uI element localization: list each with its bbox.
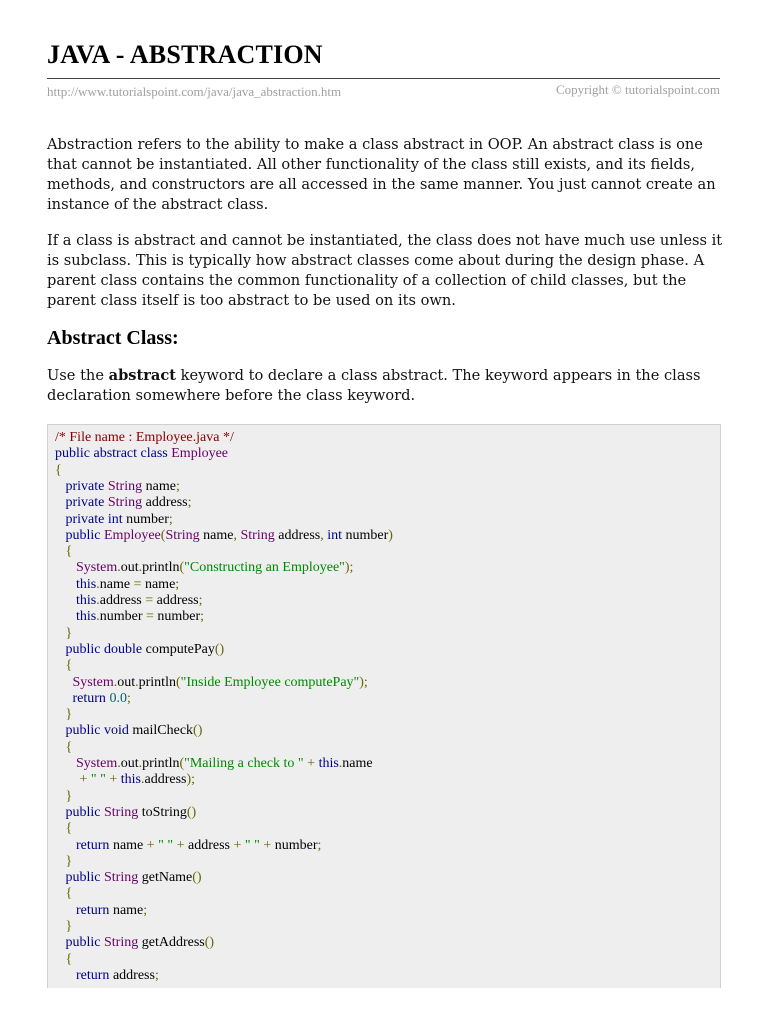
code-token: ( <box>179 560 185 576</box>
code-token: number <box>271 837 318 853</box>
code-token: this <box>318 756 339 771</box>
code-line <box>55 512 173 528</box>
code-token <box>55 577 76 592</box>
code-token <box>55 528 66 543</box>
code-token: ; <box>187 495 192 511</box>
code-line <box>55 886 72 902</box>
code-token: + <box>263 837 272 853</box>
code-line <box>55 675 368 691</box>
code-line <box>55 528 393 544</box>
code-token: return <box>72 690 106 706</box>
code-line <box>55 919 72 935</box>
code-token: this <box>76 593 97 608</box>
code-token: public <box>65 527 101 543</box>
code-token: this <box>120 772 141 788</box>
code-line <box>55 560 353 576</box>
code-token: . <box>138 756 143 771</box>
code-token <box>55 479 66 494</box>
code-token <box>55 935 66 950</box>
code-block <box>47 424 721 988</box>
code-token: public <box>65 723 101 739</box>
code-line <box>55 658 72 674</box>
code-token: out <box>120 756 139 771</box>
code-token: + <box>79 772 88 788</box>
code-token: = <box>146 609 154 625</box>
code-token: return <box>76 967 110 983</box>
code-token: ; <box>175 478 180 494</box>
code-token <box>55 642 66 657</box>
code-token: . <box>117 756 121 771</box>
code-token: "Inside Employee computePay" <box>180 674 360 690</box>
code-token: return <box>76 902 110 918</box>
code-token: System <box>76 560 118 576</box>
code-token: private <box>65 478 105 494</box>
code-line <box>55 723 202 739</box>
code-token: String <box>165 527 200 543</box>
code-token: ; <box>154 967 159 983</box>
code-token: mailCheck <box>128 723 194 739</box>
second-paragraph: If a class is abstract and cannot be instantiated, the class does not have much use unless it is subclass. This is typically how abstract classes come about during the design phase. A parent class contains the common functionality of a collection of child classes, but the parent class itself is too abstract to be used on its own. <box>47 232 723 309</box>
code-token: this <box>76 576 97 592</box>
code-token: . <box>135 674 139 690</box>
code-token: public <box>55 446 90 462</box>
code-line <box>55 544 72 560</box>
code-token <box>55 691 73 706</box>
code-token: address <box>144 772 187 788</box>
code-token <box>55 707 66 722</box>
code-line <box>55 463 62 479</box>
intro-text-before: Use the <box>47 367 109 384</box>
code-token: name <box>342 756 373 771</box>
code-token <box>55 675 73 690</box>
code-token <box>55 560 76 575</box>
code-token: . <box>338 756 343 771</box>
code-token: private <box>65 495 105 511</box>
code-token: String <box>240 527 275 543</box>
code-token: public <box>65 641 101 657</box>
code-token <box>55 789 66 804</box>
code-token: " " <box>90 772 106 788</box>
code-token: ; <box>175 576 180 592</box>
code-token: { <box>65 658 73 674</box>
code-token: { <box>65 739 73 755</box>
code-token: address <box>153 593 199 608</box>
code-token <box>55 658 66 673</box>
code-token: abstract <box>93 446 138 462</box>
code-token: + <box>307 756 316 771</box>
code-token: getName <box>138 870 193 886</box>
code-line <box>55 952 72 968</box>
code-line <box>55 707 72 723</box>
code-token: name <box>199 527 234 543</box>
code-token: () <box>186 804 197 820</box>
code-token <box>55 903 76 918</box>
code-token: " " <box>158 837 174 853</box>
code-token <box>55 495 66 510</box>
code-token: int <box>327 527 343 543</box>
code-line <box>55 838 321 854</box>
code-token: } <box>65 919 73 934</box>
code-token: getAddress <box>138 935 205 951</box>
code-line <box>55 772 195 788</box>
code-token: = <box>145 593 154 608</box>
copyright-notice: Copyright © tutorialspoint.com <box>555 82 720 97</box>
code-line <box>55 789 72 805</box>
code-line <box>55 593 203 609</box>
code-token: void <box>104 723 129 739</box>
code-token: = <box>133 576 142 592</box>
code-token: computePay <box>142 641 215 657</box>
title-divider <box>47 78 720 79</box>
code-token <box>55 870 66 885</box>
page-url-link[interactable]: http://www.tutorialspoint.com/java/java_abstraction.htm <box>47 84 342 99</box>
code-token: ( <box>160 527 166 543</box>
code-token: address <box>184 837 234 853</box>
section-intro-paragraph <box>47 366 737 406</box>
code-token: . <box>96 593 100 608</box>
code-token <box>55 740 66 755</box>
code-line <box>55 870 202 886</box>
code-token: return <box>76 837 110 853</box>
code-token: . <box>140 772 145 788</box>
code-token: + <box>109 772 118 788</box>
code-token: () <box>193 723 203 739</box>
code-token: number <box>122 511 169 527</box>
code-line <box>55 577 179 593</box>
code-token: name <box>109 837 147 853</box>
code-line <box>55 968 159 984</box>
code-token <box>55 838 76 853</box>
code-token: name <box>109 902 144 918</box>
code-token <box>55 805 66 820</box>
code-token: public <box>65 870 101 886</box>
code-token <box>55 854 66 869</box>
code-token: ; <box>126 690 131 706</box>
code-token: } <box>65 625 73 641</box>
abstract-keyword-bold: abstract <box>108 367 176 384</box>
code-token: String <box>104 804 139 820</box>
code-token <box>55 886 66 901</box>
code-token: ( <box>179 756 185 771</box>
code-token: { <box>55 462 62 478</box>
code-token: . <box>113 674 118 690</box>
code-token: out <box>117 674 136 690</box>
code-line <box>55 495 192 511</box>
code-token: "Constructing an Employee" <box>184 560 345 576</box>
code-token: out <box>120 560 139 576</box>
code-token: String <box>107 495 143 511</box>
code-token: . <box>117 560 121 576</box>
code-token: System <box>72 674 114 690</box>
code-token: ); <box>359 674 368 690</box>
code-token: this <box>76 609 97 625</box>
code-token: + <box>176 837 185 853</box>
code-token <box>55 968 76 983</box>
code-line <box>55 642 224 658</box>
code-line <box>55 691 131 707</box>
code-token: ) <box>388 527 393 543</box>
code-token: ; <box>198 593 203 608</box>
code-token: { <box>65 886 73 902</box>
code-token: } <box>65 853 73 869</box>
code-token: public <box>65 935 101 951</box>
code-token <box>55 723 66 738</box>
code-line <box>55 756 373 772</box>
code-token <box>55 626 66 641</box>
code-token: . <box>96 576 100 592</box>
intro-paragraph: Abstraction refers to the ability to make a class abstract in OOP. An abstract class is one that cannot be instantiated. All other functionality of the class still exists, and its fields, methods, and constructors are all accessed in the same manner. You just cannot create an instance of the abstract class. <box>47 136 716 213</box>
code-line <box>55 903 147 919</box>
code-token: println <box>142 756 180 771</box>
code-line <box>55 626 72 642</box>
code-token: Employee <box>104 527 161 543</box>
code-line <box>55 609 204 625</box>
code-token <box>55 821 66 836</box>
code-token <box>55 609 76 624</box>
code-token: number <box>153 609 201 625</box>
code-token: name <box>99 576 134 592</box>
code-token: private <box>65 511 105 527</box>
code-token: int <box>107 511 123 527</box>
code-token: println <box>138 674 176 690</box>
code-token: . <box>138 560 143 576</box>
code-token: , <box>320 527 324 543</box>
code-token: ( <box>175 674 181 690</box>
code-token: { <box>65 821 73 837</box>
code-line <box>55 446 228 462</box>
code-token <box>55 544 66 559</box>
code-token: name <box>142 478 176 494</box>
code-token: ; <box>143 902 148 918</box>
code-line <box>55 854 72 870</box>
code-line <box>55 430 234 446</box>
code-line <box>55 479 180 495</box>
code-line <box>55 821 72 837</box>
code-token <box>55 772 80 787</box>
code-token: String <box>104 870 139 886</box>
code-line <box>55 935 214 951</box>
code-token: double <box>104 641 143 657</box>
code-token: ); <box>344 560 354 576</box>
code-token: ); <box>186 772 196 788</box>
code-token: 0.0 <box>109 690 127 706</box>
code-token: () <box>204 935 215 951</box>
code-token: { <box>65 544 73 560</box>
code-token: address <box>274 527 321 543</box>
code-token: () <box>192 870 202 886</box>
code-token <box>55 919 66 934</box>
section-heading: Abstract Class: <box>47 327 179 349</box>
code-token <box>55 512 66 527</box>
page-title: JAVA - ABSTRACTION <box>47 40 323 69</box>
code-token: ; <box>168 511 173 527</box>
code-token: System <box>76 756 118 771</box>
code-token: public <box>65 804 101 820</box>
code-token: ; <box>200 609 205 625</box>
code-token: . <box>96 609 100 625</box>
code-token: number <box>99 609 146 625</box>
code-token: " " <box>244 837 260 853</box>
code-token: address <box>109 967 155 983</box>
code-line <box>55 805 196 821</box>
code-token: String <box>107 478 143 494</box>
code-token: String <box>104 935 139 951</box>
code-line <box>55 740 72 756</box>
code-token: Employee <box>171 446 229 462</box>
code-token <box>55 756 76 771</box>
code-token: { <box>65 951 73 967</box>
code-token: address <box>99 593 146 608</box>
code-token: } <box>65 707 73 723</box>
intro-text-after: keyword to declare a class abstract. The keyword appears in the class declaration somewhere before the class keyword. <box>47 367 701 404</box>
code-token: /* File name : Employee.java */ <box>55 430 234 445</box>
code-token: + <box>233 837 242 853</box>
code-token: class <box>140 446 168 462</box>
code-token: , <box>233 527 237 543</box>
code-token: address <box>142 495 188 511</box>
code-token: name <box>141 576 176 592</box>
code-token <box>55 593 76 608</box>
code-token: "Mailing a check to " <box>184 756 304 771</box>
code-token: ; <box>317 837 322 853</box>
code-token: println <box>142 560 180 576</box>
code-token: () <box>214 641 225 657</box>
code-token <box>55 952 66 967</box>
code-token: } <box>65 788 73 804</box>
code-token: + <box>146 837 155 853</box>
code-token: number <box>342 527 389 543</box>
code-token: toString <box>138 804 187 820</box>
